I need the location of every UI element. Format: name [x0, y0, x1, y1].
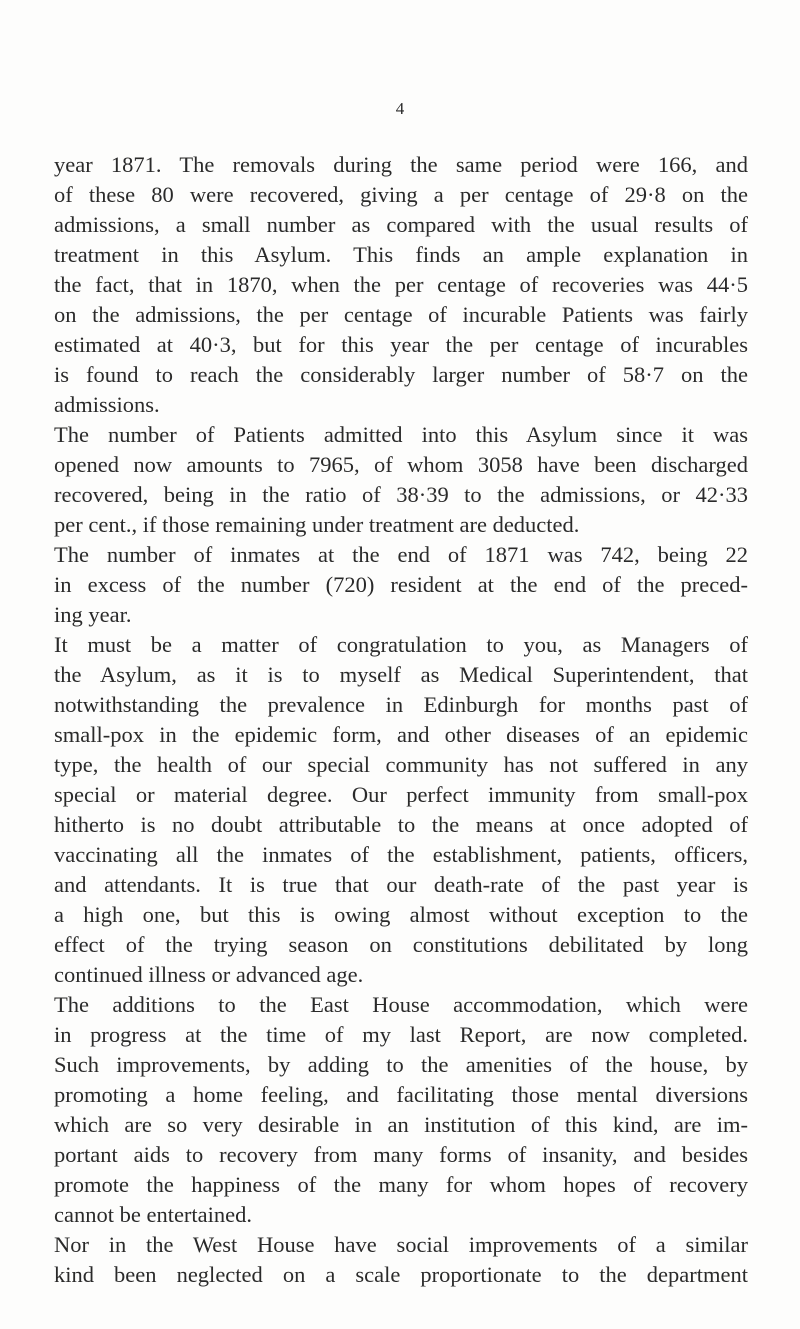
paragraph — [54, 630, 748, 990]
text-line: portant aids to recovery from many forms of insanity, and besides — [54, 1142, 748, 1167]
text-line: the fact, that in 1870, when the per centage of recoveries was 44·5 — [54, 272, 748, 297]
text-line: hitherto is no doubt attributable to the means at once adopted of — [54, 812, 748, 837]
text-line: in progress at the time of my last Report, are now completed. — [54, 1022, 748, 1047]
text-line: special or material degree. Our perfect immunity from small-pox — [54, 782, 748, 807]
text-line: It must be a matter of congratulation to you, as Managers of — [54, 632, 748, 657]
text-line: and attendants. It is true that our death-rate of the past year is — [54, 872, 748, 897]
paragraph — [54, 150, 748, 420]
text-line: on the admissions, the per centage of incurable Patients was fairly — [54, 302, 748, 327]
text-line: in excess of the number (720) resident at the end of the preced- — [54, 572, 748, 597]
text-line: The number of inmates at the end of 1871 was 742, being 22 — [54, 542, 748, 567]
text-line: the Asylum, as it is to myself as Medical Superintendent, that — [54, 662, 748, 687]
text-line: treatment in this Asylum. This finds an ample explanation in — [54, 242, 748, 267]
text-line: admissions. — [54, 392, 160, 417]
text-line: The number of Patients admitted into this Asylum since it was — [54, 422, 748, 447]
page-number: 4 — [395, 99, 405, 118]
paragraph — [54, 420, 748, 540]
paragraph — [54, 990, 748, 1230]
text-line: type, the health of our special community has not suffered in any — [54, 752, 748, 777]
text-line: estimated at 40·3, but for this year the per centage of incurables — [54, 332, 748, 357]
text-line: ing year. — [54, 602, 132, 627]
text-line: small-pox in the epidemic form, and other diseases of an epidemic — [54, 722, 748, 747]
text-line: is found to reach the considerably larger number of 58·7 on the — [54, 362, 748, 387]
paragraph — [54, 540, 748, 630]
text-line: opened now amounts to 7965, of whom 3058 have been discharged — [54, 452, 748, 477]
text-line: promoting a home feeling, and facilitating those mental diversions — [54, 1082, 748, 1107]
text-line: recovered, being in the ratio of 38·39 to the admissions, or 42·33 — [54, 482, 748, 507]
body-text — [54, 150, 748, 1290]
text-line: vaccinating all the inmates of the establishment, patients, officers, — [54, 842, 748, 867]
text-line: continued illness or advanced age. — [54, 962, 364, 987]
text-line: year 1871. The removals during the same period were 166, and — [54, 152, 748, 177]
text-line: promote the happiness of the many for whom hopes of recovery — [54, 1172, 748, 1197]
text-line: Such improvements, by adding to the amenities of the house, by — [54, 1052, 748, 1077]
text-line: cannot be entertained. — [54, 1202, 253, 1227]
text-line: admissions, a small number as compared with the usual results of — [54, 212, 748, 237]
text-line: Nor in the West House have social improvements of a similar — [54, 1232, 748, 1257]
text-line: a high one, but this is owing almost without exception to the — [54, 902, 748, 927]
text-line: which are so very desirable in an institution of this kind, are im- — [54, 1112, 748, 1137]
text-line: of these 80 were recovered, giving a per centage of 29·8 on the — [54, 182, 748, 207]
text-line: kind been neglected on a scale proportionate to the department — [54, 1262, 748, 1287]
text-line: notwithstanding the prevalence in Edinburgh for months past of — [54, 692, 748, 717]
text-line: effect of the trying season on constitutions debilitated by long — [54, 932, 748, 957]
text-line: The additions to the East House accommodation, which were — [54, 992, 748, 1017]
paragraph — [54, 1230, 748, 1290]
text-line: per cent., if those remaining under treatment are deducted. — [54, 512, 580, 537]
